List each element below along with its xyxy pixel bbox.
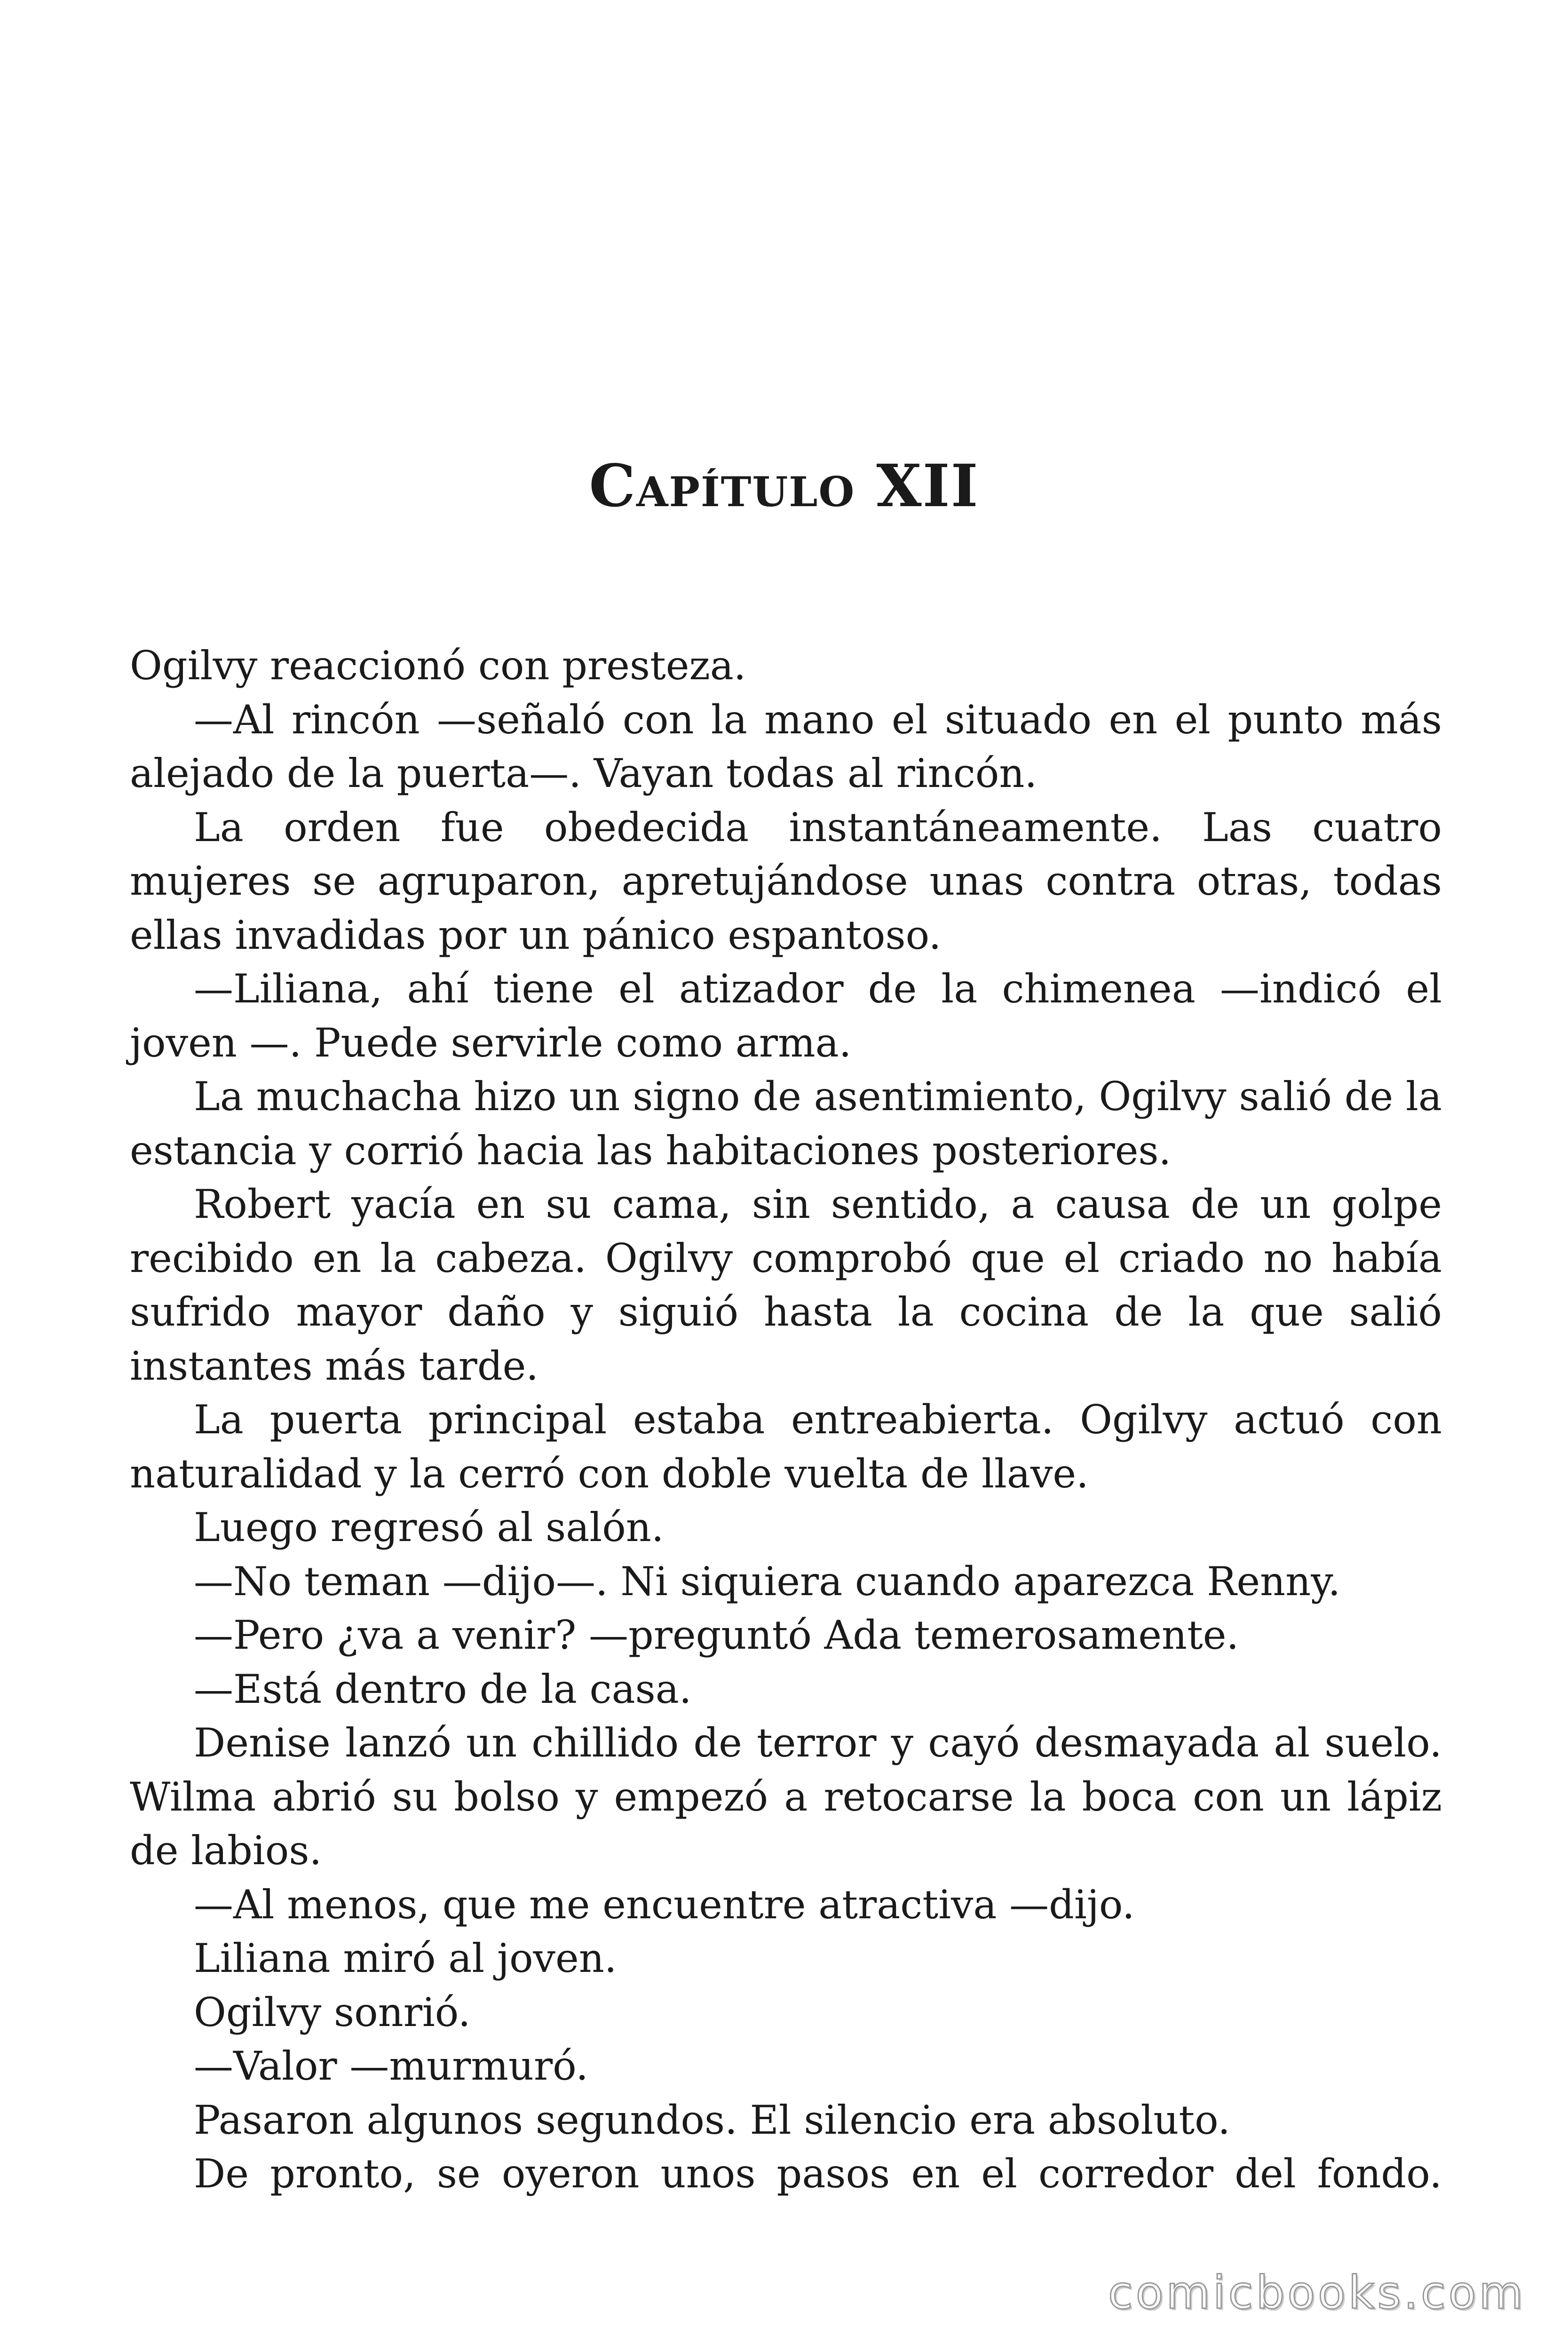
paragraph: Luego regresó al salón. <box>194 1504 664 1550</box>
paragraph: La orden fue obedecida instantáneamente. Las cuatro mujeres se agruparon, apretujándose unas contra otras, todas ellas invadidas por un pánico espantoso. <box>130 804 1442 958</box>
paragraph: De pronto, se oyeron unos pasos en el corredor del fondo. <box>194 2151 1442 2197</box>
paragraph: —No teman —dijo—. Ni siquiera cuando aparezca Renny. <box>194 1558 1341 1605</box>
paragraph: Ogilvy sonrió. <box>194 1989 471 2035</box>
paragraph: Pasaron algunos segundos. El silencio era absoluto. <box>194 2097 1230 2143</box>
paragraph: —Liliana, ahí tiene el atizador de la chimenea —indicó el joven —. Puede servirle como arma. <box>130 966 1442 1066</box>
paragraph: —Está dentro de la casa. <box>194 1666 692 1712</box>
watermark-logo: comicbooks.com <box>1108 2266 1526 2319</box>
paragraph: Robert yacía en su cama, sin sentido, a causa de un golpe recibido en la cabeza. Ogilvy comprobó que el criado no había sufrido mayor daño y siguió hasta la cocina de la que salió instantes más tarde. <box>130 1181 1442 1389</box>
paragraph: —Valor —murmuró. <box>194 2043 588 2089</box>
paragraph: —Al rincón —señaló con la mano el situado en el punto más alejado de la puerta—. Vayan todas al rincón. <box>130 696 1442 796</box>
chapter-title: Capítulo XII <box>589 452 979 520</box>
paragraph: —Pero ¿va a venir? —preguntó Ada temerosamente. <box>194 1612 1239 1658</box>
paragraph: Liliana miró al joven. <box>194 1935 617 1981</box>
chapter-body <box>130 639 1442 2201</box>
paragraph: La muchacha hizo un signo de asentimiento, Ogilvy salió de la estancia y corrió hacia las habitaciones posteriores. <box>130 1073 1442 1174</box>
paragraph: La puerta principal estaba entreabierta. Ogilvy actuó con naturalidad y la cerró con doble vuelta de llave. <box>130 1397 1442 1497</box>
paragraph: —Al menos, que me encuentre atractiva —dijo. <box>194 1881 1135 1928</box>
paragraph: Ogilvy reaccionó con presteza. <box>130 643 746 689</box>
paragraph: Denise lanzó un chillido de terror y cayó desmayada al suelo. Wilma abrió su bolso y empezó a retocarse la boca con un lápiz de labios. <box>130 1720 1442 1874</box>
